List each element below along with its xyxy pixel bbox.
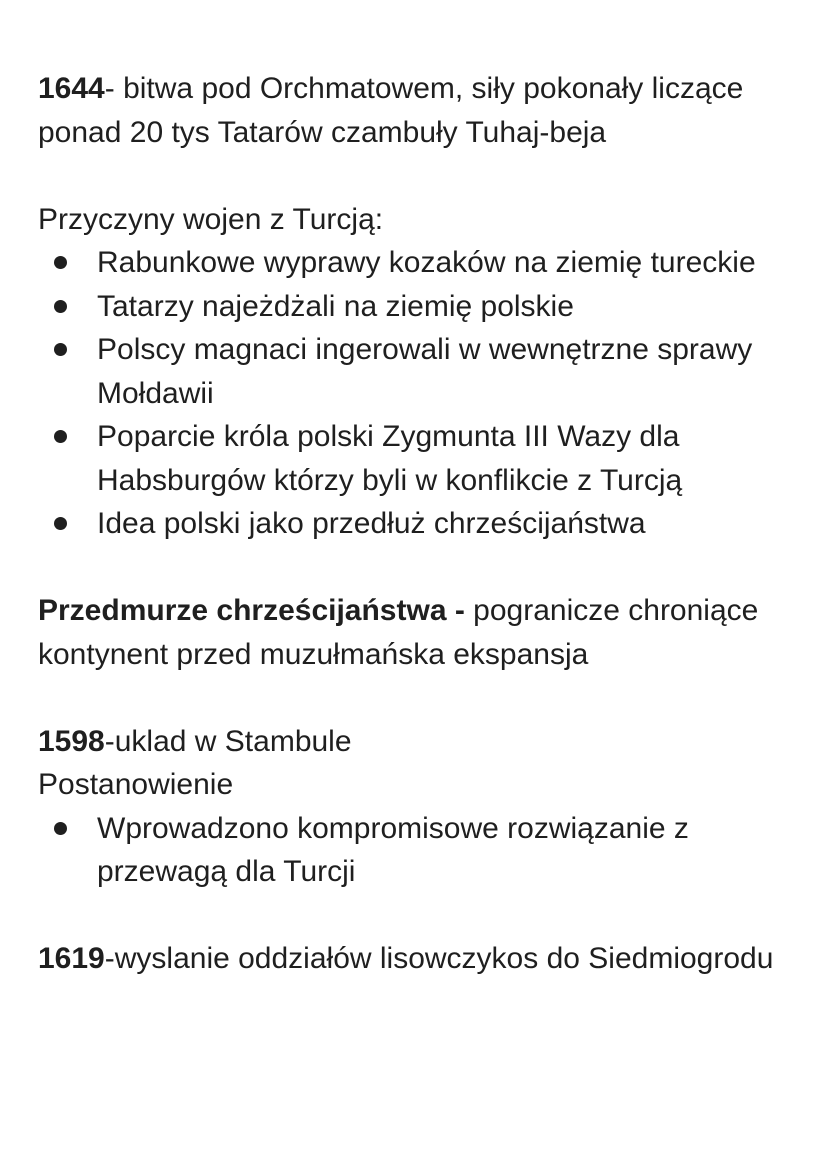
spacer xyxy=(38,676,798,720)
bullet-icon xyxy=(54,430,67,443)
text-1644: - bitwa pod Orchmatowem, siły pokonały liczące ponad 20 tys Tatarów czambuły Tuhaj-beja xyxy=(38,72,744,149)
paragraph-1619 xyxy=(38,937,798,981)
decisions-list xyxy=(38,807,798,894)
list-item-text: Wprowadzono kompromisowe rozwiązanie z przewagą dla Turcji xyxy=(97,811,689,888)
list-item xyxy=(38,415,798,502)
causes-heading: Przyczyny wojen z Turcją: xyxy=(38,202,384,236)
document-page xyxy=(38,67,798,981)
list-item-text: Idea polski jako przedłuż chrześcijaństwa xyxy=(97,507,646,540)
bullet-icon xyxy=(54,822,67,835)
year-1619: 1619 xyxy=(38,942,105,975)
bullet-icon xyxy=(54,256,67,269)
list-item-text: Poparcie króla polski Zygmunta III Wazy dla Habsburgów którzy byli w konflikcie z Turcją xyxy=(97,420,683,497)
spacer xyxy=(38,894,798,938)
list-item xyxy=(38,285,798,329)
list-item-text: Tatarzy najeżdżali na ziemię polskie xyxy=(97,289,574,323)
year-1598: 1598 xyxy=(38,724,105,758)
bullet-icon xyxy=(54,300,67,313)
list-item xyxy=(38,328,798,415)
definition-text: pogranicze chroniące kontynent przed muzułmańska ekspansja xyxy=(38,594,759,671)
spacer xyxy=(38,154,798,198)
definition-term: Przedmurze chrześcijaństwa - xyxy=(38,594,465,627)
list-item xyxy=(38,241,798,285)
subheading-postanowienie: Postanowienie xyxy=(38,768,234,801)
paragraph-1598 xyxy=(38,720,798,764)
spacer xyxy=(38,546,798,590)
text-1619: -wyslanie oddziałów lisowczykos do Siedmiogrodu xyxy=(104,942,774,975)
text-1598: -uklad w Stambule xyxy=(104,724,352,758)
list-item-text: Polscy magnaci ingerowali w wewnętrzne sprawy Mołdawii xyxy=(97,333,753,410)
causes-list xyxy=(38,241,798,546)
year-1644: 1644 xyxy=(38,72,105,105)
bullet-icon xyxy=(54,517,67,530)
paragraph-1644 xyxy=(38,67,798,154)
list-item xyxy=(38,502,798,546)
list-item xyxy=(38,807,798,894)
definition-paragraph xyxy=(38,589,798,676)
bullet-icon xyxy=(54,343,67,356)
list-item-text: Rabunkowe wyprawy kozaków na ziemię tureckie xyxy=(97,246,756,279)
